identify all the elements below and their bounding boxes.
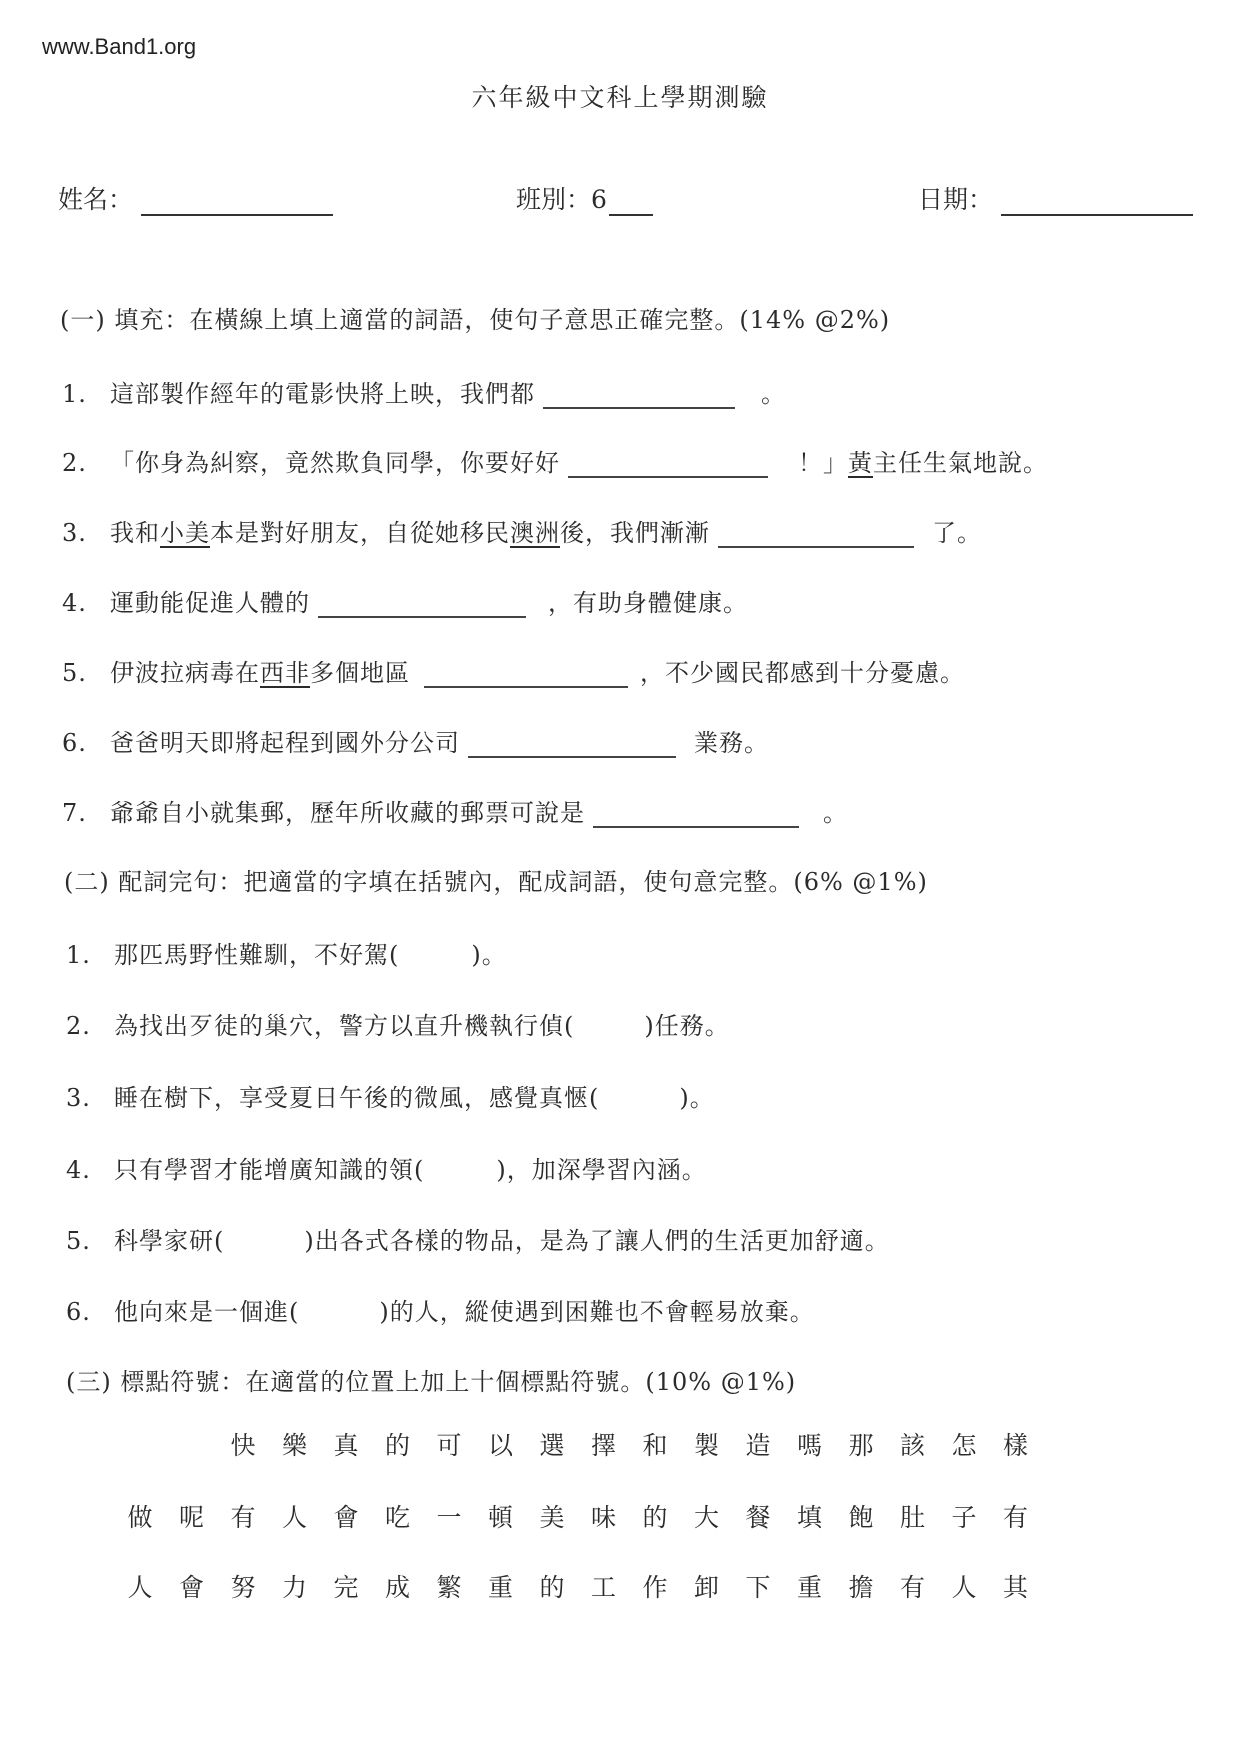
section2-question-1: 1. 那匹馬野性難馴，不好駕( )。 <box>66 941 507 969</box>
character-grid-row-2 <box>0 1498 1240 1538</box>
answer-line <box>593 800 799 828</box>
grid-character: 以 <box>487 1431 513 1460</box>
grid-character: 擔 <box>848 1573 874 1602</box>
grid-character: 餐 <box>745 1503 771 1532</box>
grid-character: 力 <box>281 1573 307 1602</box>
grid-character: 頓 <box>487 1503 513 1532</box>
grid-character: 大 <box>693 1503 719 1532</box>
section1-heading: (一) 填充：在橫線上填上適當的詞語，使句子意思正確完整。(14% @2%) <box>60 306 891 334</box>
grid-character: 怎 <box>951 1431 977 1460</box>
date-blank <box>1001 186 1193 216</box>
grid-character: 子 <box>951 1503 977 1532</box>
grid-character: 樣 <box>1002 1431 1028 1460</box>
grid-character: 樂 <box>281 1431 307 1460</box>
date-label: 日期： <box>918 185 994 214</box>
grid-character: 擇 <box>590 1431 616 1460</box>
grid-character: 的 <box>642 1503 668 1532</box>
grid-character: 下 <box>745 1573 771 1602</box>
section1-question-4: 4. 運動能促進人體的 ，有助身體健康。 <box>62 589 748 617</box>
section3-heading: (三) 標點符號：在適當的位置上加上十個標點符號。(10% @1%) <box>66 1368 797 1396</box>
grid-character: 人 <box>951 1573 977 1602</box>
grid-character: 製 <box>693 1431 719 1460</box>
answer-line <box>543 381 735 409</box>
section1-question-7: 7. 爺爺自小就集郵，歷年所收藏的郵票可說是 。 <box>62 799 848 827</box>
answer-line <box>424 660 628 688</box>
name-label: 姓名： <box>58 185 134 214</box>
section1-question-3: 3. 我和小美本是對好朋友，自從她移民澳洲後，我們漸漸 了。 <box>62 519 982 547</box>
grid-character: 嗎 <box>796 1431 822 1460</box>
page-title: 六年級中文科上學期測驗 <box>471 83 769 112</box>
section1-question-6: 6. 爸爸明天即將起程到國外分公司 業務。 <box>62 729 769 757</box>
grid-character: 其 <box>1002 1573 1028 1602</box>
grid-character: 味 <box>590 1503 616 1532</box>
class-value: 6 <box>591 185 607 214</box>
class-label: 班別： <box>516 185 592 214</box>
section2-question-3: 3. 睡在樹下，享受夏日午後的微風，感覺真愜( )。 <box>66 1084 715 1112</box>
class-blank <box>609 186 653 216</box>
grid-character: 作 <box>642 1573 668 1602</box>
grid-character: 美 <box>539 1503 565 1532</box>
section2-question-2: 2. 為找出歹徒的巢穴，警方以直升機執行偵( )任務。 <box>66 1012 730 1040</box>
grid-character: 的 <box>384 1431 410 1460</box>
grid-character: 繁 <box>436 1573 462 1602</box>
grid-character: 有 <box>1002 1503 1028 1532</box>
grid-character: 工 <box>590 1573 616 1602</box>
character-grid-row-3 <box>0 1568 1240 1608</box>
grid-character: 快 <box>230 1431 256 1460</box>
answer-line <box>468 730 676 758</box>
date-field <box>918 180 1193 216</box>
grid-character: 有 <box>899 1573 925 1602</box>
grid-character: 和 <box>642 1431 668 1460</box>
grid-character: 會 <box>333 1503 359 1532</box>
section2-heading: (二) 配詞完句：把適當的字填在括號內，配成詞語，使句意完整。(6% @1%) <box>64 868 928 896</box>
grid-character: 重 <box>796 1573 822 1602</box>
section2-question-6: 6. 他向來是一個進( )的人，縱使遇到困難也不會輕易放棄。 <box>66 1298 815 1326</box>
grid-character: 成 <box>384 1573 410 1602</box>
grid-character: 卸 <box>693 1573 719 1602</box>
name-blank <box>141 186 333 216</box>
section1-question-5: 5. 伊波拉病毒在西非多個地區 ，不少國民都感到十分憂慮。 <box>62 659 965 687</box>
grid-character: 人 <box>127 1573 153 1602</box>
section1-question-2: 2. 「你身為糾察，竟然欺負同學，你要好好 ！」黃主任生氣地說。 <box>62 449 1048 477</box>
grid-character: 重 <box>487 1573 513 1602</box>
character-grid-row-1 <box>0 1426 1240 1466</box>
grid-character: 會 <box>178 1573 204 1602</box>
answer-line <box>318 590 526 618</box>
section1-question-1: 1. 這部製作經年的電影快將上映，我們都 。 <box>62 380 786 408</box>
grid-character: 造 <box>745 1431 771 1460</box>
grid-character: 肚 <box>899 1503 925 1532</box>
grid-character: 努 <box>230 1573 256 1602</box>
section2-question-4: 4. 只有學習才能增廣知識的領( )，加深學習內涵。 <box>66 1156 707 1184</box>
class-field <box>516 180 653 216</box>
grid-character: 有 <box>230 1503 256 1532</box>
name-field <box>58 180 333 216</box>
grid-character: 飽 <box>848 1503 874 1532</box>
site-url: www.Band1.org <box>42 34 197 59</box>
answer-line <box>568 450 768 478</box>
grid-character: 吃 <box>384 1503 410 1532</box>
answer-line <box>718 520 914 548</box>
grid-character: 的 <box>539 1573 565 1602</box>
grid-character: 做 <box>127 1503 153 1532</box>
grid-character: 人 <box>281 1503 307 1532</box>
grid-character: 那 <box>848 1431 874 1460</box>
grid-character: 呢 <box>178 1503 204 1532</box>
grid-character: 可 <box>436 1431 462 1460</box>
grid-character: 選 <box>539 1431 565 1460</box>
grid-character: 填 <box>796 1503 822 1532</box>
grid-character: 該 <box>899 1431 925 1460</box>
grid-character: 完 <box>333 1573 359 1602</box>
grid-character: 真 <box>333 1431 359 1460</box>
grid-character: 一 <box>436 1503 462 1532</box>
section2-question-5: 5. 科學家研( )出各式各樣的物品，是為了讓人們的生活更加舒適。 <box>66 1227 890 1255</box>
